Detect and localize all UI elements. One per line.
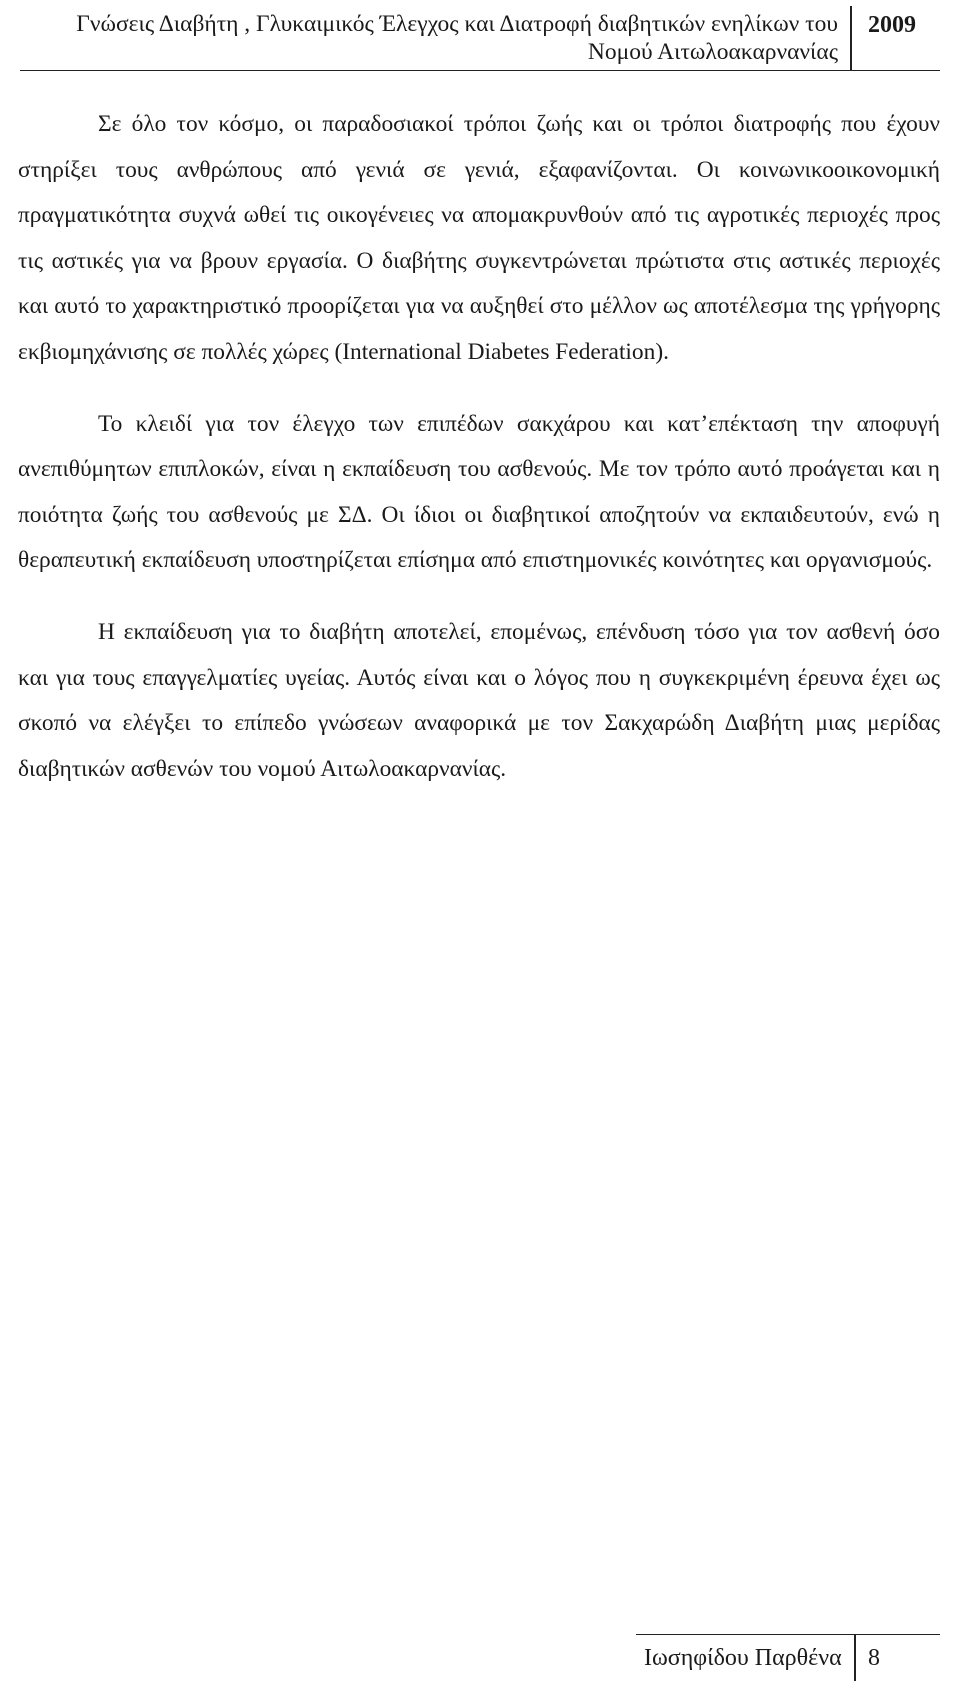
document-body	[18, 102, 940, 818]
paragraph-3: Η εκπαίδευση για το διαβήτη αποτελεί, επομένως, επένδυση τόσο για τον ασθενή όσο και για τους επαγγελματίες υγείας. Αυτός είναι και ο λόγος που η συγκεκριμένη έρευνα έχει ως σκοπό να ελέγξει το επίπεδο γνώσεων αναφορικά με τον Σακχαρώδη Διαβήτη μιας μερίδας διαβητικών ασθενών του νομού Αιτωλοακαρνανίας.	[18, 618, 940, 782]
page-footer	[636, 1634, 940, 1681]
page-header	[20, 6, 940, 71]
paragraph-1: Σε όλο τον κόσμο, οι παραδοσιακοί τρόποι ζωής και οι τρόποι διατροφής που έχουν στηρίξει τους ανθρώπους από γενιά σε γενιά, εξαφανίζονται. Οι κοινωνικοοικονομική πραγματικότητα συχνά ωθεί τις οικογένειες να απομακρυνθούν από τις αγροτικές περιοχές προς τις αστικές για να βρουν εργασία. Ο διαβήτης συγκεντρώνεται πρώτιστα στις αστικές περιοχές και αυτό το χαρακτηριστικό προορίζεται για να αυξηθεί στο μέλλον ως αποτέλεσμα της γρήγορης εκβιομηχάνισης σε πολλές χώρες (International Diabetes Federation).	[18, 111, 940, 365]
footer-author: Ιωσηφίδου Παρθένα	[644, 1645, 842, 1671]
header-divider	[850, 6, 852, 70]
paragraph-2: Το κλειδί για τον έλεγχο των επιπέδων σακχάρου και κατ’επέκταση την αποφυγή ανεπιθύμητων επιπλοκών, είναι η εκπαίδευση του ασθενούς. Με τον τρόπο αυτό προάγεται και η ποιότητα ζωής του ασθενούς με ΣΔ. Οι ίδιοι οι διαβητικοί αποζητούν να εκπαιδευτούν, ενώ η θεραπευτική εκπαίδευση υποστηρίζεται επίσημα από επιστημονικές κοινότητες και οργανισμούς.	[18, 410, 940, 574]
footer-divider	[854, 1635, 856, 1681]
page-number: 8	[868, 1645, 880, 1671]
running-title: Γνώσεις Διαβήτη , Γλυκαιμικός Έλεγχος και Διατροφή διαβητικών ενηλίκων του Νομού Αιτωλοακαρνανίας	[76, 11, 838, 65]
header-year: 2009	[868, 12, 916, 38]
